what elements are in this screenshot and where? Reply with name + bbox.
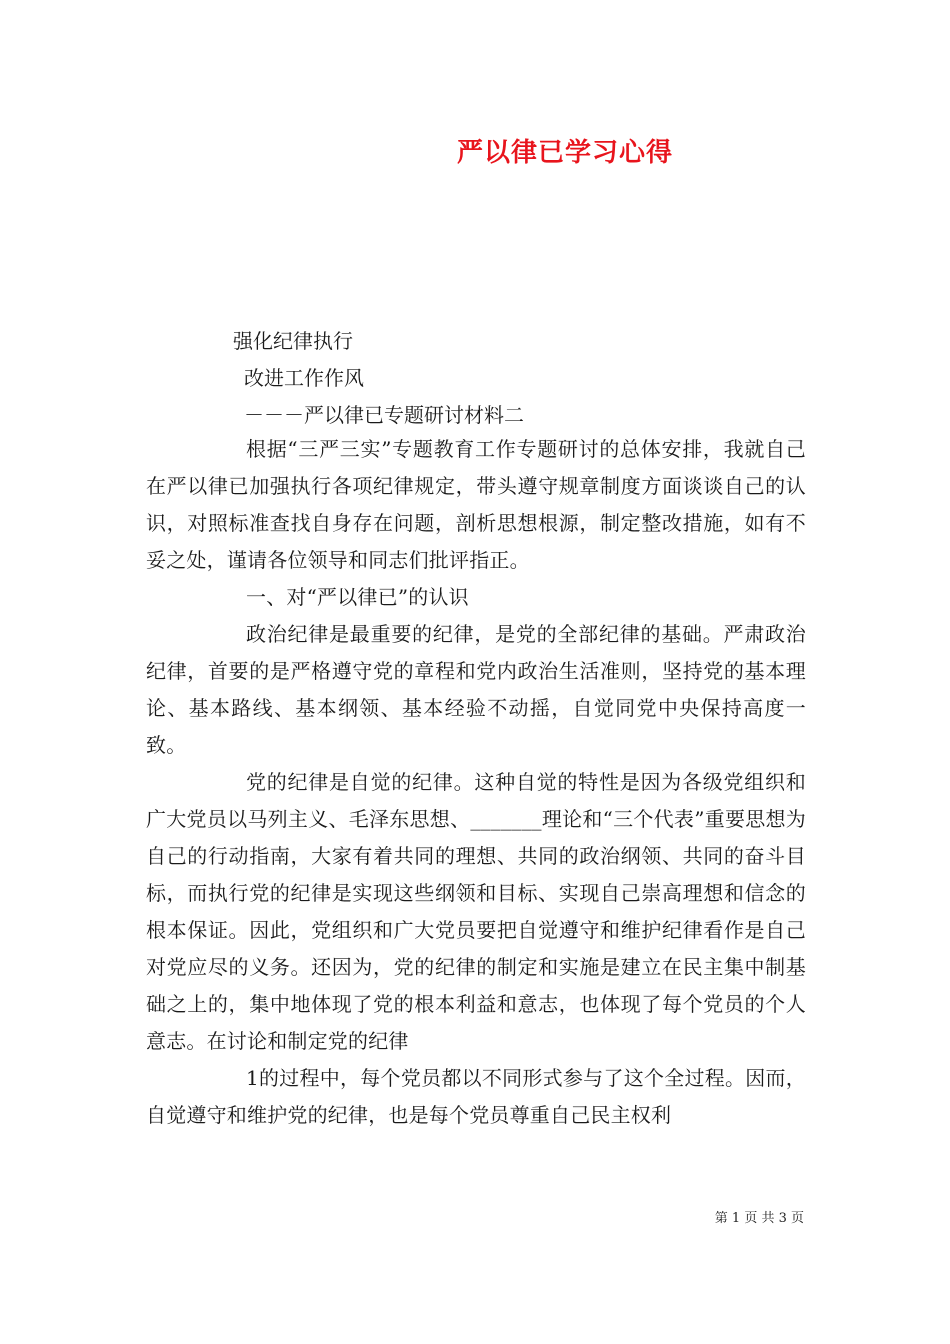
paragraph-intro: 根据“三严三实”专题教育工作专题研讨的总体安排，我就自己在严以律已加强执行各项纪律规定，带头遵守规章制度方面谈谈自己的认识，对照标准查找自身存在问题，剖析思想根源，制定整改措施，如有不妥之处，谨请各位领导和同志们批评指正。 bbox=[146, 437, 806, 572]
document-title: 严以律已学习心得 bbox=[456, 138, 673, 168]
paragraph-continuation: 1的过程中，每个党员都以不同形式参与了这个全过程。因而，自觉遵守和维护党的纪律，也是每个党员尊重自己民主权利 bbox=[146, 1066, 806, 1127]
section-heading-1: 一、对“严以律已”的认识 bbox=[246, 585, 469, 609]
subtitle-workstyle: 改进工作作风 bbox=[244, 366, 364, 390]
page-number: 第 1 页 共 3 页 bbox=[714, 1211, 804, 1226]
subtitle-discipline: 强化纪律执行 bbox=[233, 329, 353, 353]
paragraph-political-discipline: 政治纪律是最重要的纪律，是党的全部纪律的基础。严肃政治纪律，首要的是严格遵守党的章程和党内政治生活准则，坚持党的基本理论、基本路线、基本纲领、基本经验不动摇，自觉同党中央保持高度一致。 bbox=[146, 622, 806, 757]
subtitle-material: －－－严以律已专题研讨材料二 bbox=[244, 403, 524, 427]
document-body bbox=[146, 431, 806, 1134]
paragraph-party-discipline: 党的纪律是自觉的纪律。这种自觉的特性是因为各级党组织和广大党员以马列主义、毛泽东思想、_______理论和“三个代表”重要思想为自己的行动指南，大家有着共同的理想、共同的政治纲领、共同的奋斗目标，而执行党的纪律是实现这些纲领和目标、实现自己崇高理想和信念的根本保证。因此，党组织和广大党员要把自觉遵守和维护纪律看作是自己对党应尽的义务。还因为，党的纪律的制定和实施是建立在民主集中制基础之上的，集中地体现了党的根本利益和意志，也体现了每个党员的个人意志。在讨论和制定党的纪律 bbox=[146, 770, 806, 1053]
